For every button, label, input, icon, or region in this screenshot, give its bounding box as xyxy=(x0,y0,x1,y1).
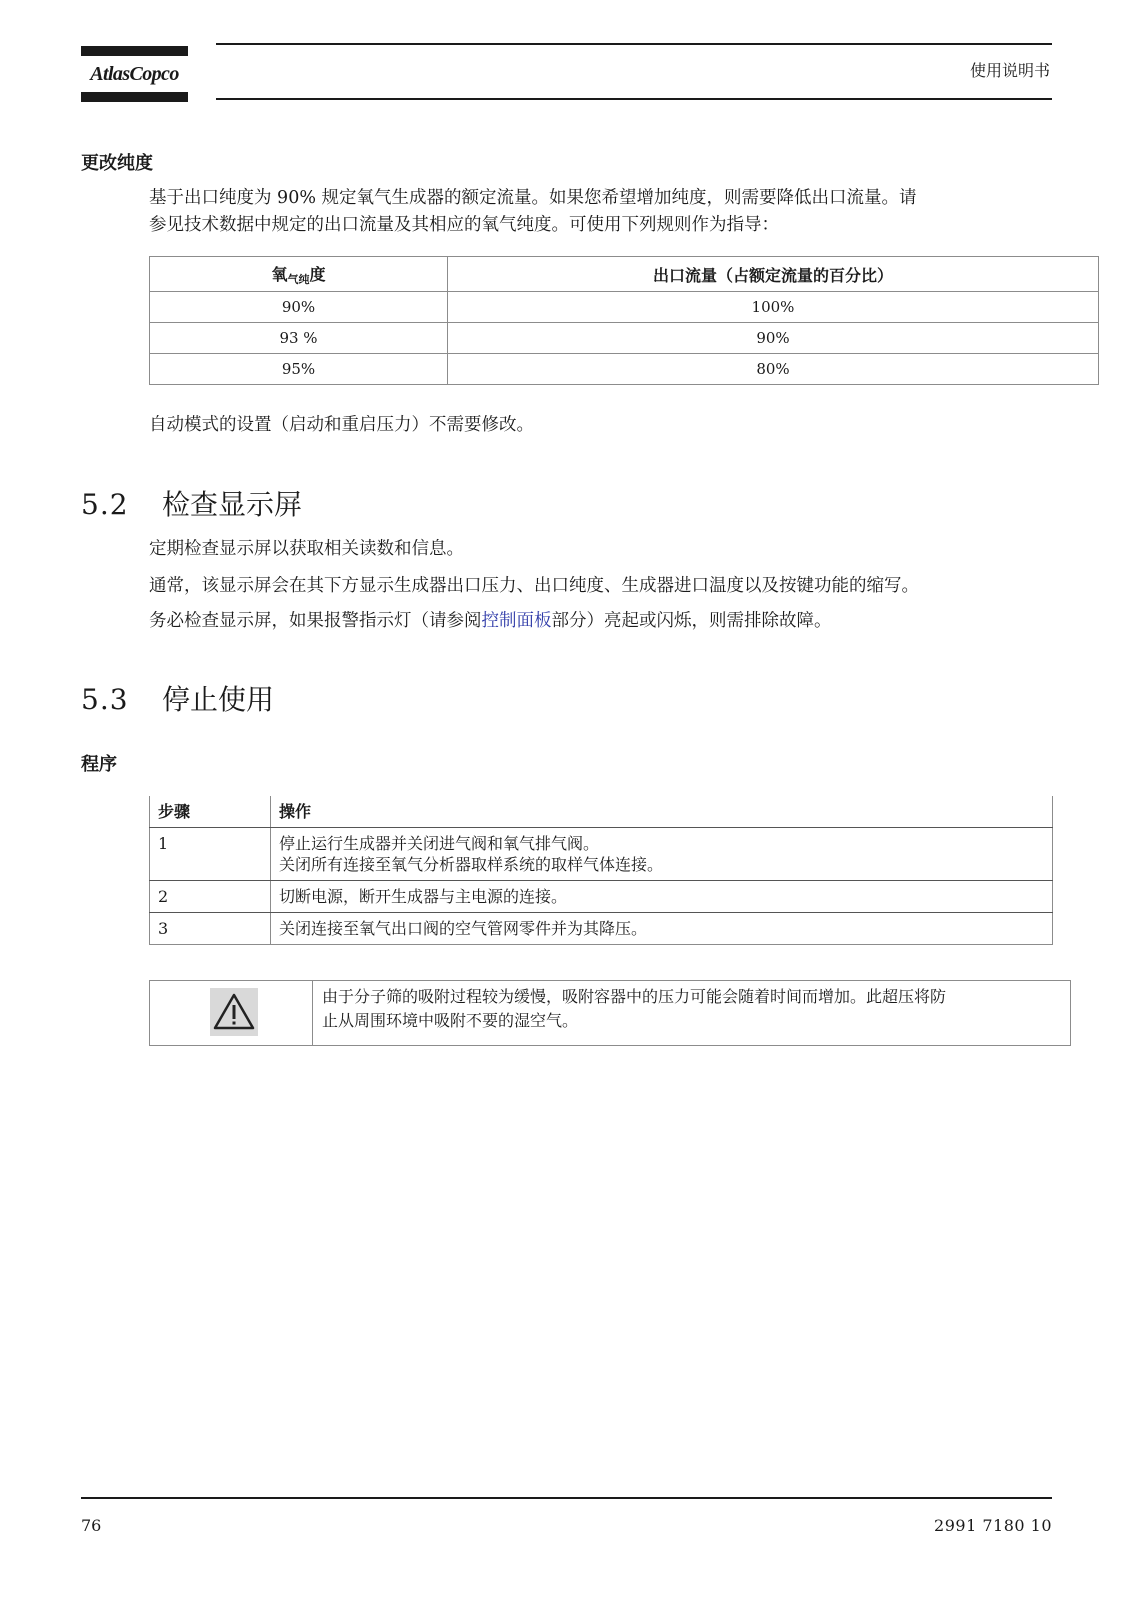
section-5-2-para3 xyxy=(149,608,832,635)
flow-cell: 100% xyxy=(448,292,1099,323)
logo-bar-bottom xyxy=(81,92,188,102)
table-row xyxy=(150,881,1053,913)
warning-line: 由于分子筛的吸附过程较为缓慢，吸附容器中的压力可能会随着时间而增加。此超压将防 xyxy=(322,987,947,1006)
flow-cell: 80% xyxy=(448,354,1099,385)
table-row xyxy=(150,354,1099,385)
step-column-header: 步骤 xyxy=(150,796,271,828)
control-panel-link[interactable]: 控制面板 xyxy=(481,611,552,631)
purity-cell: 95% xyxy=(150,354,448,385)
flow-column-header: 出口流量（占额定流量的百分比） xyxy=(448,257,1099,292)
document-number: 2991 7180 10 xyxy=(934,1516,1052,1535)
logo-bar-top xyxy=(81,46,188,56)
action-cell xyxy=(271,828,1053,881)
atlas-copco-logo xyxy=(81,46,188,102)
warning-icon-cell xyxy=(150,981,313,1045)
action-cell: 关闭连接至氧气出口阀的空气管网零件并为其降压。 xyxy=(271,913,1053,945)
warning-box xyxy=(149,980,1071,1046)
flow-cell: 90% xyxy=(448,323,1099,354)
purity-column-header: 氧气纯度 xyxy=(150,257,448,292)
para3-text-after: 部分）亮起或闪烁，则需排除故障。 xyxy=(551,611,832,631)
para3-text-before: 务必检查显示屏，如果报警指示灯（请参阅 xyxy=(149,611,482,631)
warning-triangle-icon xyxy=(210,988,258,1036)
procedure-table xyxy=(149,796,1053,945)
purity-intro-line2: 参见技术数据中规定的出口流量及其相应的氧气纯度。可使用下列规则作为指导： xyxy=(149,215,779,235)
section-5-2-para2: 通常，该显示屏会在其下方显示生成器出口压力、出口纯度、生成器进口温度以及按键功能的缩写。 xyxy=(149,576,919,596)
document-type: 使用说明书 xyxy=(969,61,1050,80)
step-cell: 2 xyxy=(150,881,271,913)
purity-cell: 93 % xyxy=(150,323,448,354)
purity-flow-table xyxy=(149,256,1099,385)
section-5-3-title: 停止使用 xyxy=(162,683,275,716)
table-row xyxy=(150,828,1053,881)
warning-line: 止从周围环境中吸附不要的湿空气。 xyxy=(322,1011,579,1030)
auto-mode-note: 自动模式的设置（启动和重启压力）不需要修改。 xyxy=(149,415,534,435)
table-row xyxy=(150,323,1099,354)
action-cell: 切断电源，断开生成器与主电源的连接。 xyxy=(271,881,1053,913)
step-cell: 1 xyxy=(150,828,271,881)
action-column-header: 操作 xyxy=(271,796,1053,828)
warning-text xyxy=(322,985,1062,1033)
procedure-table-header xyxy=(150,796,1053,828)
procedure-heading: 程序 xyxy=(81,754,117,775)
page-number: 76 xyxy=(81,1516,102,1535)
table-row xyxy=(150,292,1099,323)
header-rule-bottom xyxy=(216,98,1052,100)
step-cell: 3 xyxy=(150,913,271,945)
section-5-3-number: 5.3 xyxy=(81,683,129,716)
logo-wordmark: AtlasCopco xyxy=(90,63,179,85)
purity-intro-line1: 基于出口纯度为 90% 规定氧气生成器的额定流量。如果您希望增加纯度，则需要降低出口流量。请 xyxy=(149,188,917,208)
section-5-2-number: 5.2 xyxy=(81,488,129,521)
table-row xyxy=(150,913,1053,945)
action-line: 关闭所有连接至氧气分析器取样系统的取样气体连接。 xyxy=(279,855,664,874)
section-5-2-title: 检查显示屏 xyxy=(162,488,303,521)
header-rule-top xyxy=(216,43,1052,45)
purity-table-header xyxy=(150,257,1099,292)
action-line: 停止运行生成器并关闭进气阀和氧气排气阀。 xyxy=(279,834,600,853)
purity-heading: 更改纯度 xyxy=(81,153,153,174)
section-5-2-para1: 定期检查显示屏以获取相关读数和信息。 xyxy=(149,539,464,559)
footer-rule xyxy=(81,1497,1052,1499)
purity-cell: 90% xyxy=(150,292,448,323)
